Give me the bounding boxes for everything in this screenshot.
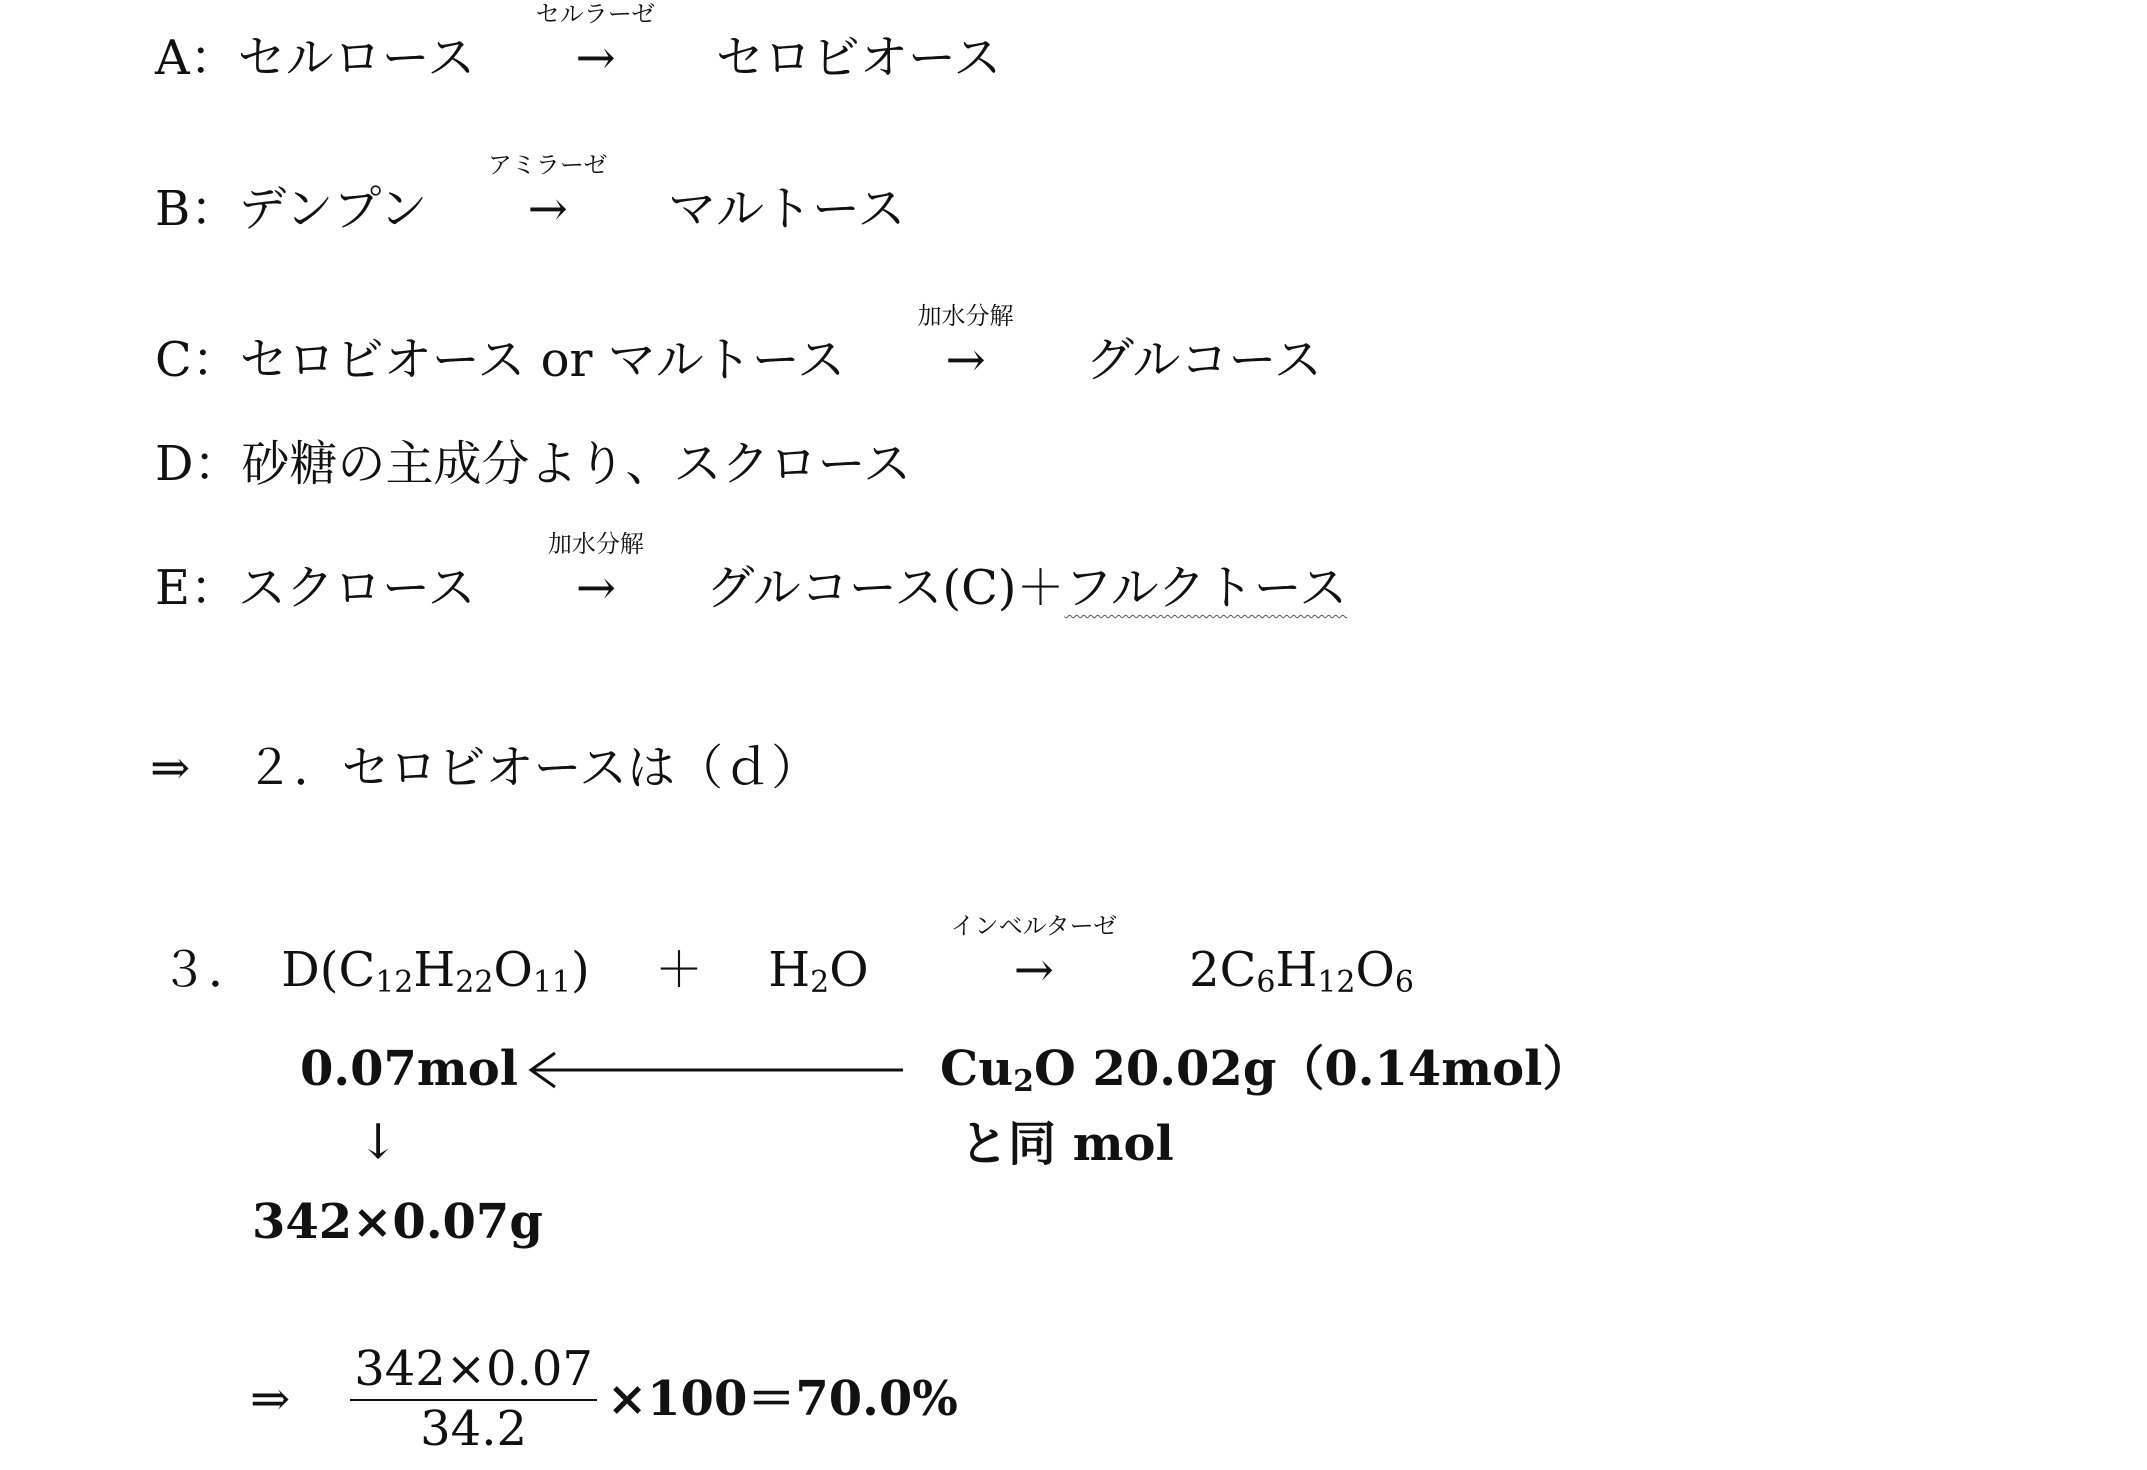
- label-a: A：: [155, 30, 238, 86]
- subscript: 12: [1317, 965, 1356, 1000]
- fraction-numerator: 342×0.07: [350, 1345, 597, 1401]
- subscript: 6: [1394, 965, 1414, 1000]
- arrow-icon: →: [1013, 942, 1054, 998]
- product-c: グルコース: [1085, 332, 1322, 388]
- enzyme-a: セルラーゼ: [535, 0, 656, 28]
- q3-equation: [160, 912, 1414, 1000]
- formula-part: ): [571, 942, 590, 998]
- reaction-arrow-q3: [934, 912, 1134, 998]
- formula-part: O: [493, 942, 533, 998]
- subscript: 11: [532, 965, 571, 1000]
- conclusion-2-text: ２．セロビオースは（ｄ）: [245, 740, 820, 796]
- text-d: 砂糖の主成分より、スクロース: [241, 436, 912, 492]
- same-mol-text: と同 mol: [960, 1116, 1174, 1172]
- reactant-a: セルロース: [237, 30, 476, 86]
- formula-part: D(C: [281, 942, 376, 998]
- water-formula: [768, 942, 868, 998]
- line-b: [155, 151, 906, 237]
- product-e-underlined: フルクトース: [1064, 560, 1348, 616]
- line-c: [155, 302, 1322, 388]
- reactant-c: セロビオース or マルトース: [239, 332, 846, 388]
- subscript: 6: [1256, 965, 1276, 1000]
- label-e: E：: [155, 560, 239, 616]
- sucrose-formula: [281, 942, 589, 998]
- formula-part: H: [1275, 942, 1318, 998]
- formula-part: H: [768, 942, 811, 998]
- fraction-denominator: 34.2: [420, 1401, 528, 1457]
- line-a: [155, 0, 1002, 86]
- cu2o-text: [940, 1041, 1591, 1099]
- product-b: マルトース: [667, 181, 906, 237]
- implies-icon: ⇒: [250, 1371, 291, 1427]
- arrow-icon: →: [945, 332, 986, 388]
- formula-part: 2C: [1189, 942, 1257, 998]
- mol-d: 0.07mol: [300, 1041, 518, 1097]
- subscript: 22: [455, 965, 494, 1000]
- line-d: [155, 436, 912, 492]
- implies-icon: ⇒: [150, 740, 191, 796]
- reaction-arrow-e: [521, 530, 671, 616]
- arrow-icon: →: [575, 30, 616, 86]
- subscript: 2: [1013, 1064, 1034, 1099]
- label-b: B：: [155, 181, 239, 237]
- conclusion-2: [150, 740, 820, 796]
- label-c: C：: [155, 332, 240, 388]
- reaction-arrow-a: [521, 0, 671, 86]
- plus-sign: ＋: [655, 942, 704, 998]
- reactant-b: デンプン: [238, 181, 428, 237]
- product-a: セロビオース: [715, 30, 1002, 86]
- reactant-e: スクロース: [238, 560, 476, 616]
- formula-part: H: [413, 942, 456, 998]
- result-line: [250, 1341, 958, 1457]
- formula-part: O: [1355, 942, 1395, 998]
- arrow-icon: →: [527, 181, 568, 237]
- enzyme-b: アミラーゼ: [487, 151, 608, 179]
- q3-number: ３．: [160, 942, 257, 998]
- long-left-arrow-icon: [525, 1045, 905, 1095]
- label-d: D：: [155, 436, 242, 492]
- subscript: 2: [810, 965, 830, 1000]
- formula-part: Cu: [940, 1041, 1014, 1097]
- formula-part: O 20.02g（0.14mol）: [1033, 1041, 1591, 1097]
- product-e-main: グルコース(C)＋: [706, 560, 1065, 616]
- arrow-icon: →: [575, 560, 617, 616]
- mass-text: 342×0.07g: [252, 1194, 543, 1250]
- reaction-arrow-c: [891, 302, 1041, 388]
- line-e: [155, 530, 1348, 616]
- enzyme-c: 加水分解: [917, 302, 1014, 330]
- down-arrow-icon: ↓: [358, 1114, 399, 1170]
- reaction-arrow-b: [473, 151, 623, 237]
- result-tail: ×100＝70.0%: [606, 1371, 958, 1427]
- fraction: [350, 1341, 597, 1457]
- subscript: 12: [375, 965, 414, 1000]
- product-formula: [1189, 942, 1414, 998]
- formula-part: O: [829, 942, 869, 998]
- enzyme-q3: インベルターゼ: [950, 912, 1118, 940]
- enzyme-e: 加水分解: [547, 530, 644, 558]
